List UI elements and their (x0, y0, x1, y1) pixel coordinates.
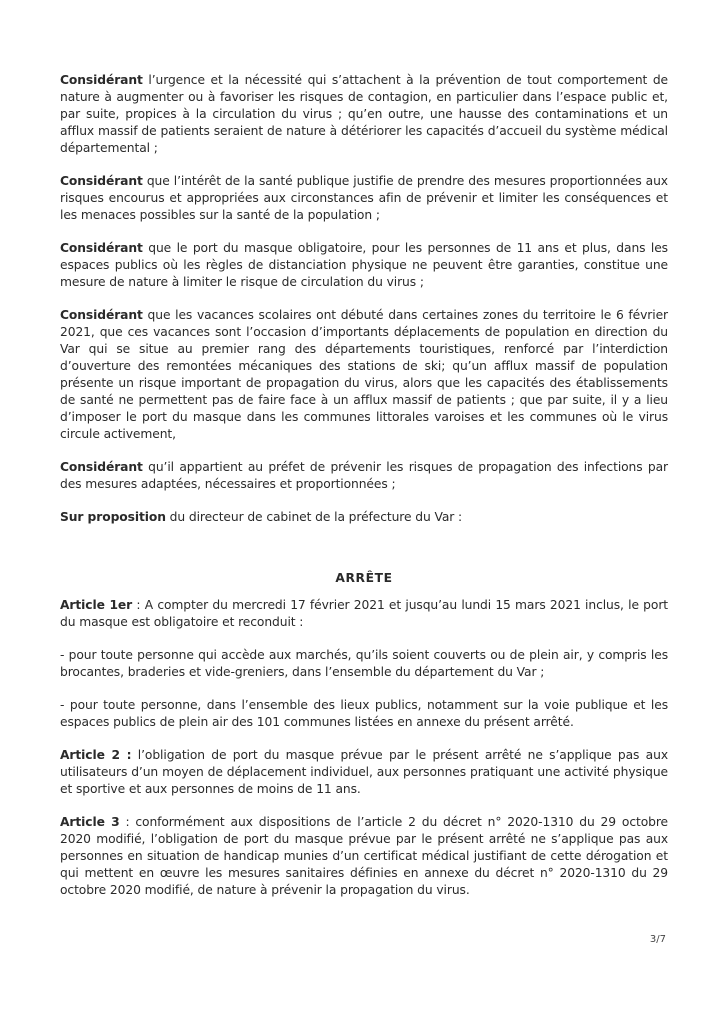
paragraph-text: que le port du masque obligatoire, pour les personnes de 11 ans et plus, dans les espaces publics où les règles de distanciation physique ne peuvent être garanties, constitue une mesure de nature à limiter le risque de circulation du virus ; (60, 241, 668, 289)
article-2-paragraph (60, 747, 668, 798)
paragraph-lead: Considérant (60, 308, 143, 322)
article-3-label: Article 3 (60, 815, 120, 829)
page-number: 3/7 (649, 934, 666, 945)
paragraph-lead: Considérant (60, 460, 143, 474)
article-1-bullet: - pour toute personne, dans l’ensemble des lieux publics, notamment sur la voie publique et les espaces publics de plein air des 101 communes listées en annexe du présent arrêté. (60, 698, 668, 729)
document-page (60, 72, 668, 899)
considerant-paragraph (60, 307, 668, 443)
article-2-text: l’obligation de port du masque prévue par le présent arrêté ne s’applique pas aux utilisateurs d’un moyen de déplacement individuel, aux personnes pratiquant une activité physique et sportive et aux personnes de moins de 11 ans. (60, 748, 668, 796)
paragraph-lead: Considérant (60, 174, 143, 188)
paragraph-lead: Considérant (60, 241, 143, 255)
considerant-paragraph (60, 459, 668, 493)
article-1-bullet: - pour toute personne qui accède aux marchés, qu’ils soient couverts ou de plein air, y compris les brocantes, braderies et vide-greniers, dans l’ensemble du département du Var ; (60, 648, 668, 679)
decree-title: ARRÊTE (335, 571, 393, 585)
paragraph-text: du directeur de cabinet de la préfecture du Var : (165, 510, 463, 524)
article-1-label: Article 1er (60, 598, 133, 612)
article-2-label: Article 2 : (60, 748, 132, 762)
article-1-paragraph (60, 597, 668, 631)
article-3-text: : conformément aux dispositions de l’article 2 du décret n° 2020-1310 du 29 octobre 2020 modifié, l’obligation de port du masque prévue par le présent arrêté ne s’applique pas aux personnes en situation de handicap munies d’un certificat médical justifiant de cette dérogation et qui mettent en œuvre les mesures sanitaires définies en annexe du décret n° 2020-1310 du 29 octobre 2020 modifié, de nature à prévenir la propagation du virus. (60, 815, 668, 897)
paragraph-text: que l’intérêt de la santé publique justifie de prendre des mesures proportionnées aux risques encourus et appropriées aux circonstances afin de prévenir et limiter les conséquences et les menaces possibles sur la santé de la population ; (60, 174, 668, 222)
article-3-paragraph (60, 814, 668, 899)
considerant-paragraph (60, 240, 668, 291)
paragraph-lead: Considérant (60, 73, 143, 87)
considerant-paragraph (60, 173, 668, 224)
article-1-text: : A compter du mercredi 17 février 2021 et jusqu’au lundi 15 mars 2021 inclus, le port du masque est obligatoire et reconduit : (60, 598, 668, 629)
proposition-paragraph (60, 509, 668, 526)
paragraph-text: l’urgence et la nécessité qui s’attachent à la prévention de tout comportement de nature à augmenter ou à favoriser les risques de contagion, en particulier dans l’espace public et, par suite, propices à la circulation du virus ; qu’en outre, une hausse des contaminations et un afflux massif de patients seraient de nature à détériorer les capacités d’accueil du système médical départemental ; (60, 73, 668, 155)
paragraph-text: qu’il appartient au préfet de prévenir les risques de propagation des infections par des mesures adaptées, nécessaires et proportionnées ; (60, 460, 668, 491)
paragraph-text: que les vacances scolaires ont débuté dans certaines zones du territoire le 6 février 2021, que ces vacances sont l’occasion d’importants déplacements de population en direction du Var qui se situe au premier rang des départements touristiques, renforcé par l’interdiction d’ouverture des remontées mécaniques des stations de ski; qu’un afflux massif de population présente un risque important de propagation du virus, alors que les capacités des établissements de santé ne permettent pas de faire face à un afflux massif de patients ; que par suite, il y a lieu d’imposer le port du masque dans les communes littorales varoises et les communes où le virus circule activement, (60, 308, 668, 441)
considerant-paragraph (60, 72, 668, 157)
paragraph-lead: Sur proposition (60, 510, 166, 524)
